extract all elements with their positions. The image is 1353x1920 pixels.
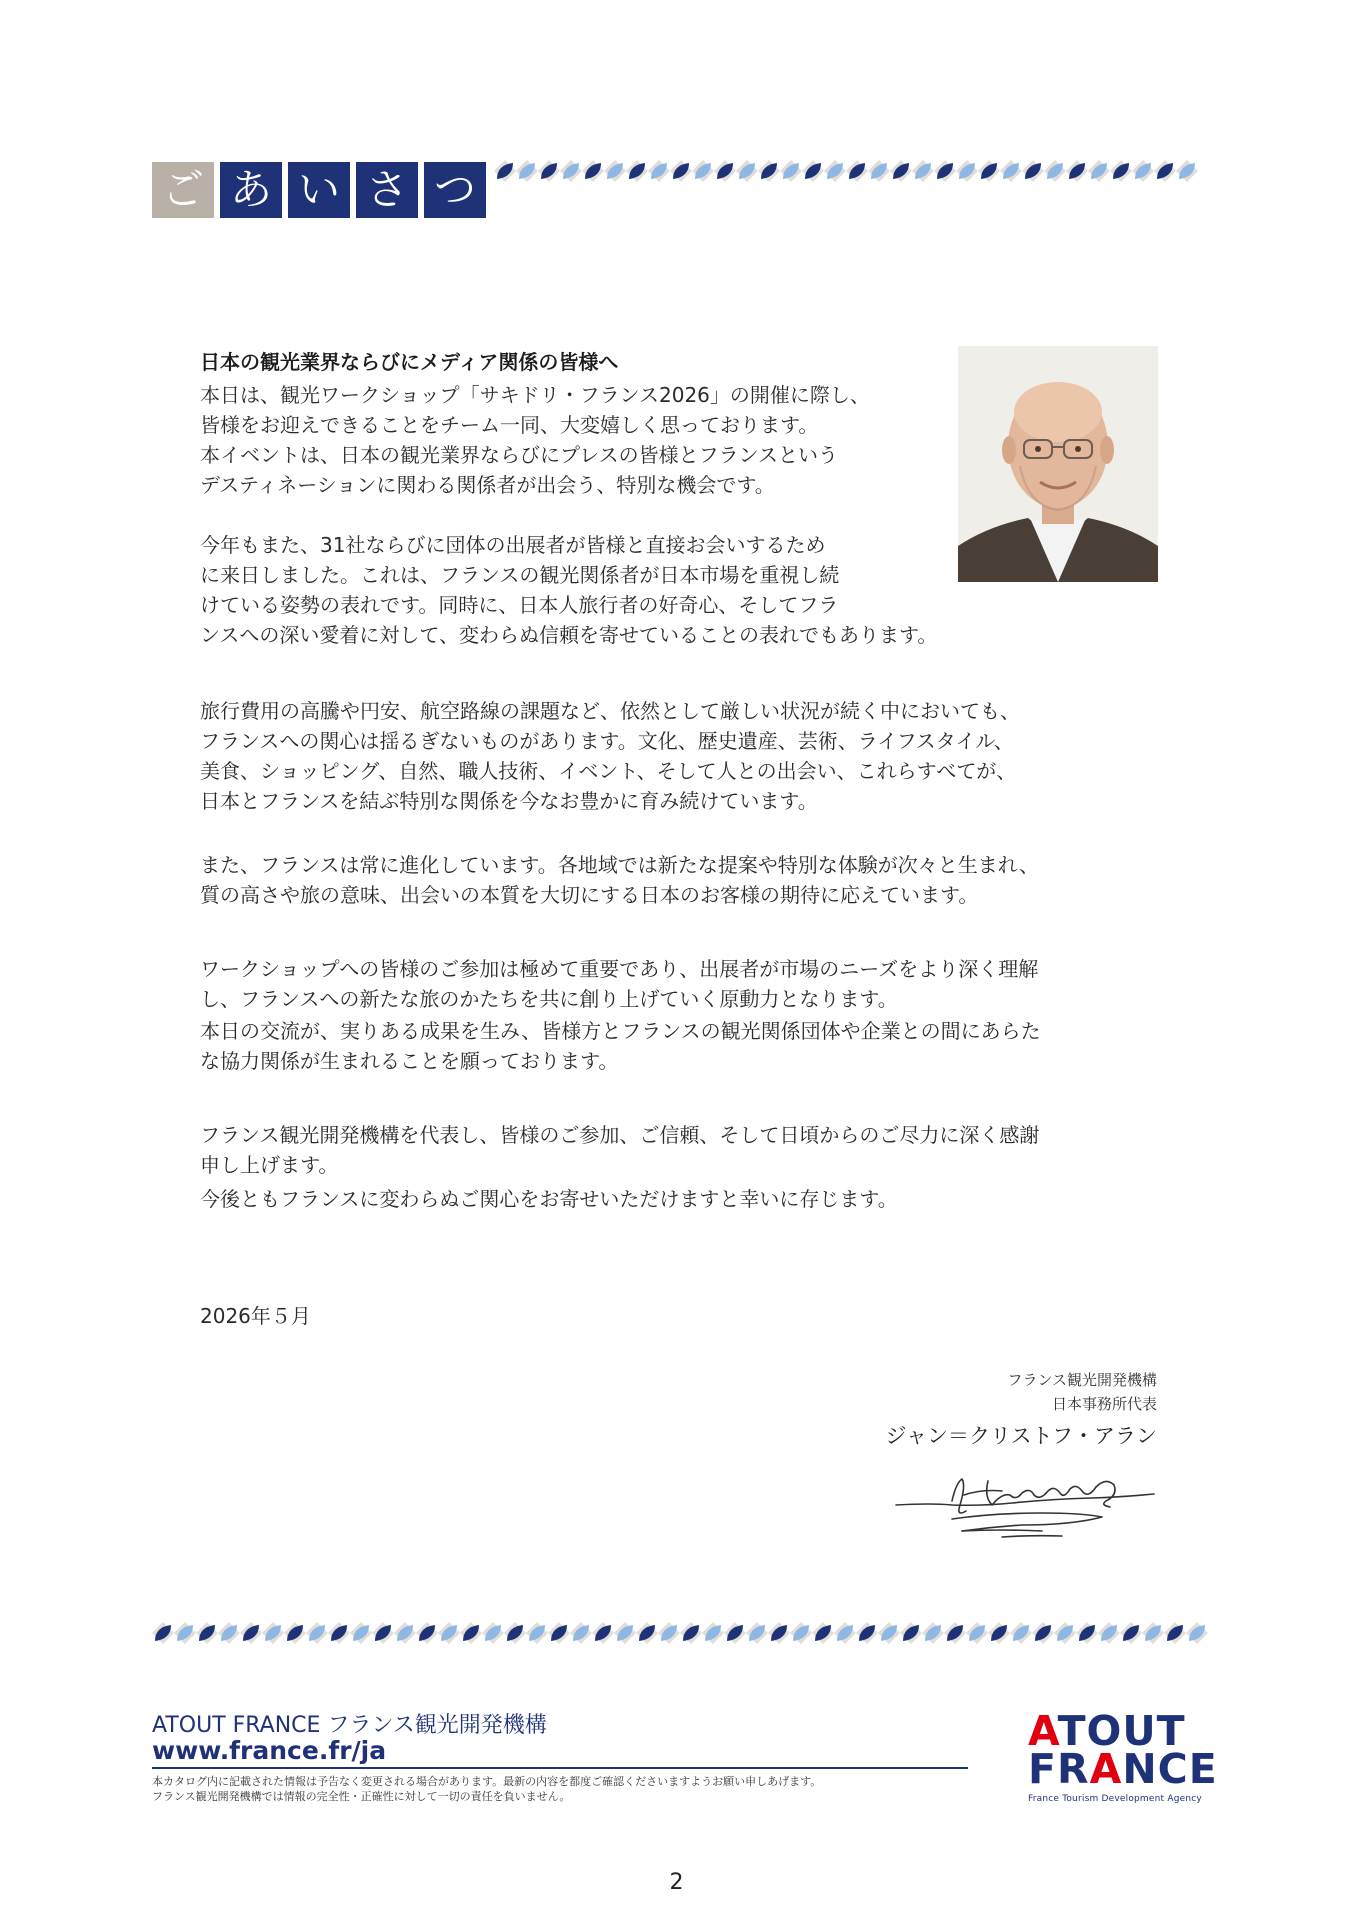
- logo-letters: FR: [1028, 1745, 1090, 1793]
- text-line: 美食、ショッピング、自然、職人技術、イベント、そして人との出会い、これらすべてが、: [200, 759, 1017, 783]
- text-line: な協力関係が生まれることを願っております。: [200, 1049, 619, 1073]
- title-char: い: [288, 162, 350, 218]
- signatory-name: ジャン＝クリストフ・アラン: [885, 1424, 1157, 1448]
- title-char: さ: [356, 162, 418, 218]
- disclaimer-line: フランス観光開発機構では情報の完全性・正確性に対して一切の責任を負いません。: [152, 1790, 571, 1803]
- text-line: 日本とフランスを結ぶ特別な関係を今なお豊かに育み続けています。: [200, 789, 818, 813]
- signatory-organization: フランス観光開発機構: [1007, 1371, 1157, 1389]
- text-line: フランスへの関心は揺るぎないものがあります。文化、歴史遺産、芸術、ライフスタイル、: [200, 729, 1014, 753]
- letter-paragraph: [200, 1184, 1160, 1214]
- letter-paragraph: [200, 850, 1160, 910]
- text-line: 本日は、観光ワークショップ「サキドリ・フランス2026」の開催に際し、: [200, 383, 870, 407]
- letter-paragraph: [200, 1120, 1160, 1180]
- text-line: 皆様をお迎えできることをチーム一同、大変嬉しく思っております。: [200, 413, 819, 437]
- signature-block: [885, 1368, 1157, 1452]
- logo-letters: TOUT: [1057, 1707, 1186, 1755]
- atout-france-logo: [1028, 1707, 1218, 1804]
- text-line: デスティネーションに関わる関係者が出会う、特別な機会です。: [200, 473, 775, 497]
- text-line: ワークショップへの皆様のご参加は極めて重要であり、出展者が市場のニーズをより深く理解: [200, 957, 1039, 981]
- logo-letters: NCE: [1122, 1745, 1218, 1793]
- page-number: 2: [669, 1870, 684, 1895]
- handwritten-signature: [892, 1465, 1162, 1549]
- logo-letter: A: [1028, 1707, 1058, 1755]
- letter-paragraph: [200, 530, 1160, 650]
- logo-tagline: France Tourism Development Agency: [1028, 1794, 1202, 1804]
- title-char: ご: [152, 162, 214, 218]
- pattern-band-graphic: [494, 160, 1210, 182]
- text-line: 今後ともフランスに変わらぬご関心をお寄せいただけますと幸いに存じます。: [200, 1187, 898, 1211]
- greeting-heading: 日本の観光業界ならびにメディア関係の皆様へ: [200, 350, 619, 374]
- text-line: けている姿勢の表れです。同時に、日本人旅行者の好奇心、そしてフラ: [200, 593, 839, 617]
- letter-paragraph: [200, 696, 1160, 816]
- text-line: 本日の交流が、実りある成果を生み、皆様方とフランスの観光関係団体や企業との間にあらた: [200, 1019, 1041, 1043]
- text-line: し、フランスへの新たな旅のかたちを共に創り上げていく原動力となります。: [200, 987, 898, 1011]
- pattern-band-graphic: [152, 1622, 1210, 1644]
- logo-line-2: [1028, 1745, 1218, 1793]
- text-line: に来日しました。これは、フランスの観光関係者が日本市場を重視し続: [200, 563, 840, 587]
- text-line: 申し上げます。: [200, 1153, 339, 1177]
- top-decorative-band: [494, 160, 1210, 182]
- letter-paragraph: [200, 1016, 1160, 1076]
- logo-letter: A: [1089, 1745, 1123, 1793]
- text-line: フランス観光開発機構を代表し、皆様のご参加、ご信頼、そして日頃からのご尽力に深く感謝: [200, 1123, 1040, 1147]
- footer-disclaimer: [152, 1774, 821, 1804]
- text-line: 本イベントは、日本の観光業界ならびにプレスの皆様とフランスという: [200, 443, 838, 467]
- letter-date: 2026年５月: [200, 1304, 311, 1328]
- text-line: また、フランスは常に進化しています。各地域では新たな提案や特別な体験が次々と生まれ、: [200, 853, 1039, 877]
- disclaimer-line: 本カタログ内に記載された情報は予告なく変更される場合があります。最新の内容を都度ご確認くださいますようお願い申しあげます。: [152, 1775, 822, 1788]
- signatory-office: 日本事務所代表: [1051, 1395, 1157, 1413]
- letter-paragraph: [200, 380, 1160, 500]
- footer-divider: [152, 1767, 968, 1769]
- text-line: 旅行費用の高騰や円安、航空路線の課題など、依然として厳しい状況が続く中においても、: [200, 699, 1020, 723]
- bottom-decorative-band: [152, 1622, 1210, 1644]
- text-line: ンスへの深い愛着に対して、変わらぬ信頼を寄せていることの表れでもあります。: [200, 623, 938, 647]
- footer-organization: ATOUT FRANCE フランス観光開発機構: [152, 1713, 547, 1738]
- title-char: つ: [424, 162, 486, 218]
- text-line: 質の高さや旅の意味、出会いの本質を大切にする日本のお客様の期待に応えています。: [200, 883, 979, 907]
- footer-website-link[interactable]: www.france.fr/ja: [152, 1736, 387, 1765]
- page-title: [152, 162, 486, 218]
- letter-paragraph: [200, 954, 1160, 1014]
- text-line: 今年もまた、31社ならびに団体の出展者が皆様と直接お会いするため: [200, 533, 826, 557]
- title-char: あ: [220, 162, 282, 218]
